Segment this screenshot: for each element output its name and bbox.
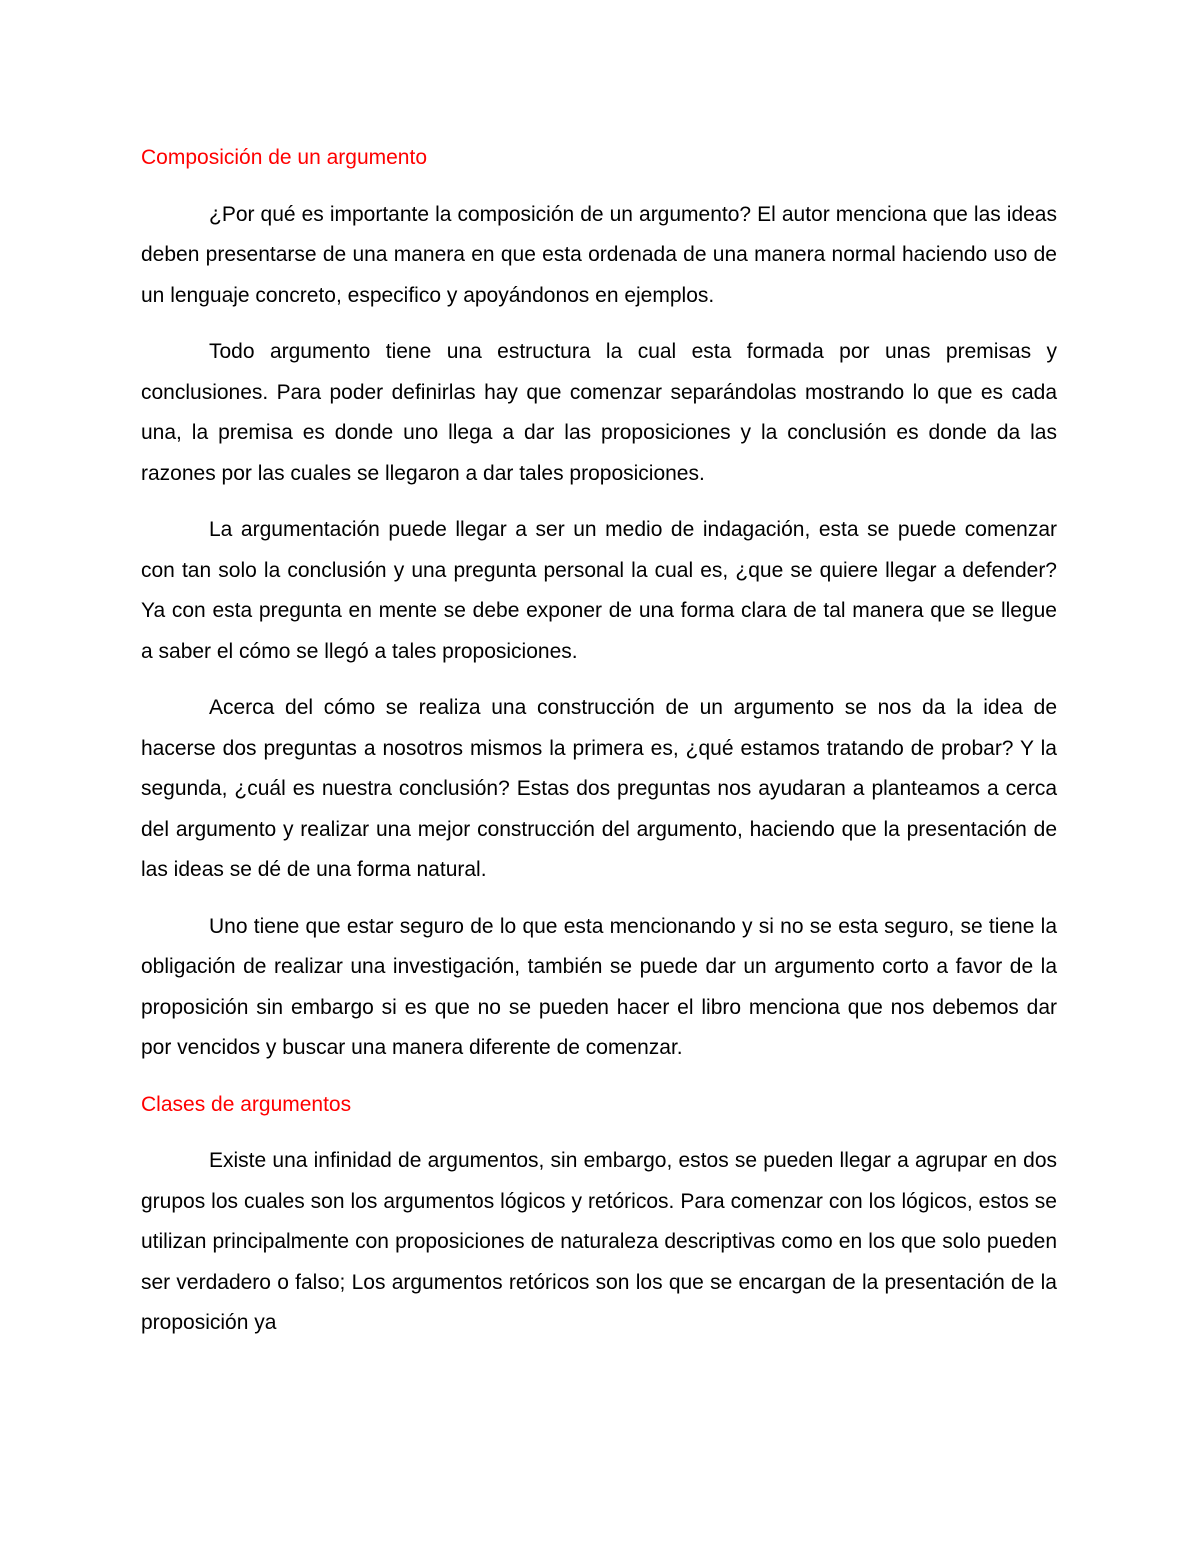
paragraph: ¿Por qué es importante la composición de un argumento? El autor menciona que las ideas deben presentarse de una manera en que esta ordenada de una manera normal haciendo uso de un lenguaje concreto, especifico y apoyándonos en ejemplos. <box>141 202 1057 307</box>
paragraph: Uno tiene que estar seguro de lo que esta mencionando y si no se esta seguro, se tiene la obligación de realizar una investigación, también se puede dar un argumento corto a favor de la proposición sin embargo si es que no se pueden hacer el libro menciona que nos debemos dar por vencidos y buscar una manera diferente de comenzar. <box>141 914 1057 1059</box>
section-heading-composicion: Composición de un argumento <box>141 146 428 169</box>
paragraph: Existe una infinidad de argumentos, sin embargo, estos se pueden llegar a agrupar en dos grupos los cuales son los argumentos lógicos y retóricos. Para comenzar con los lógicos, estos se utilizan principalmente con proposiciones de naturaleza descriptivas como en los que solo pueden ser verdadero o falso; Los argumentos retóricos son los que se encargan de la presentación de la proposición ya <box>141 1149 1057 1334</box>
section-heading-clases: Clases de argumentos <box>141 1092 352 1116</box>
document-page <box>141 138 1057 1360</box>
paragraph: Acerca del cómo se realiza una construcción de un argumento se nos da la idea de hacerse dos preguntas a nosotros mismos la primera es, ¿qué estamos tratando de probar? Y la segunda, ¿cuál es nuestra conclusión? Estas dos preguntas nos ayudaran a planteamos a cerca del argumento y realizar una mejor construcción del argumento, haciendo que la presentación de las ideas se dé de una forma natural. <box>141 696 1057 881</box>
paragraph: Todo argumento tiene una estructura la cual esta formada por unas premisas y conclusiones. Para poder definirlas hay que comenzar separándolas mostrando lo que es cada una, la premisa es donde uno llega a dar las proposiciones y la conclusión es donde da las razones por las cuales se llegaron a dar tales proposiciones. <box>141 340 1057 485</box>
paragraph: La argumentación puede llegar a ser un medio de indagación, esta se puede comenzar con tan solo la conclusión y una pregunta personal la cual es, ¿que se quiere llegar a defender? Ya con esta pregunta en mente se debe exponer de una forma clara de tal manera que se llegue a saber el cómo se llegó a tales proposiciones. <box>141 518 1057 663</box>
